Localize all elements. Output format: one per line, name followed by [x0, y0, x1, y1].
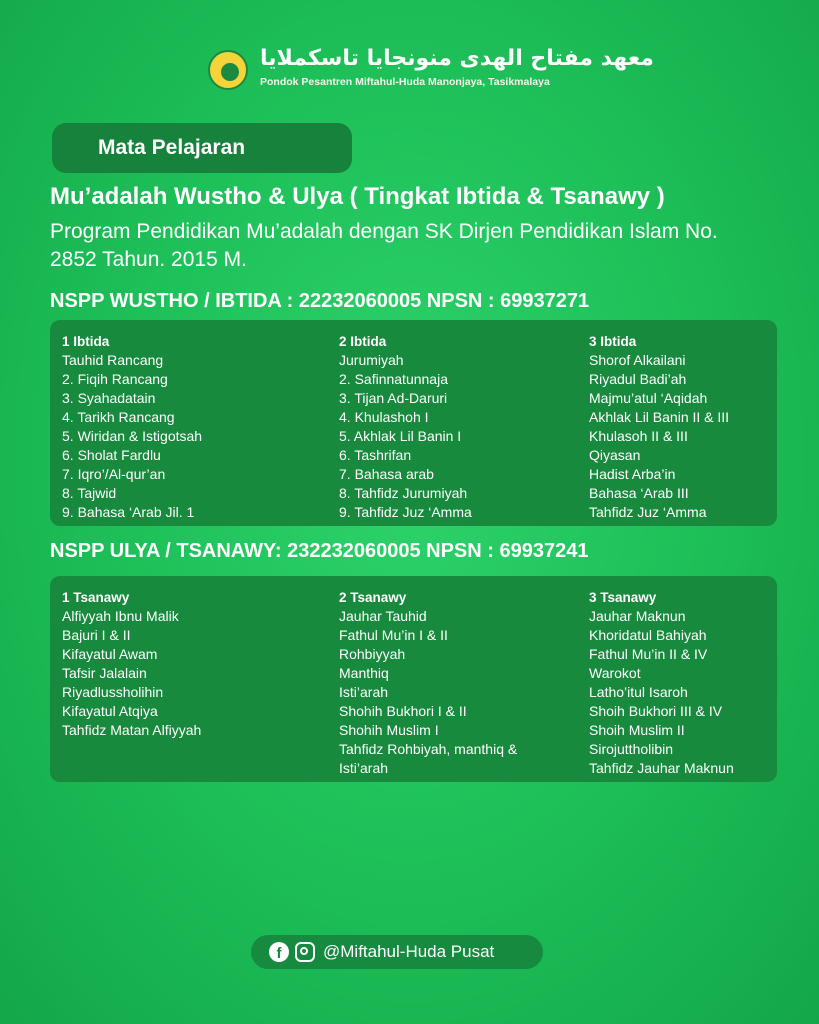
section-label: Mata Pelajaran	[52, 123, 352, 173]
page-title: Mu’adalah Wustho & Ulya ( Tingkat Ibtida & Tsanawy )	[50, 183, 665, 210]
list-item: Tahfidz Juz ‘Amma	[589, 504, 707, 520]
list-item: Bajuri I & II	[62, 627, 131, 643]
social-handle[interactable]: @Miftahul-Huda Pusat	[323, 942, 495, 961]
list-item: Rohbiyyah	[339, 646, 406, 662]
list-item: Latho’itul Isaroh	[589, 684, 688, 700]
list-item: 6. Sholat Fardlu	[62, 447, 161, 463]
list-item: 2. Safinnatunnaja	[339, 371, 448, 387]
list-item: Riyadlussholihin	[62, 684, 164, 700]
wustho-panel	[50, 320, 777, 526]
list-item: Hadist Arba’in	[589, 466, 676, 482]
list-item: Khulasoh II & III	[589, 428, 688, 444]
column-heading: 2 Tsanawy	[339, 590, 407, 605]
social-footer	[251, 935, 543, 969]
institution-subtitle: Pondok Pesantren Miftahul-Huda Manonjaya, Tasikmalaya	[260, 76, 550, 88]
list-item: 7. Iqro’/Al-qur’an	[62, 466, 166, 482]
list-item: Khoridatul Bahiyah	[589, 627, 707, 643]
list-item: Isti’arah	[339, 684, 389, 700]
list-item: 5. Akhlak Lil Banin I	[339, 428, 462, 444]
list-item: Jurumiyah	[339, 352, 404, 368]
list-item: Alfiyyah Ibnu Malik	[62, 608, 179, 624]
list-item: 6. Tashrifan	[339, 447, 412, 463]
list-item: 7. Bahasa arab	[339, 466, 434, 482]
list-item: Tahfidz Jauhar Maknun	[589, 760, 734, 776]
arabic-name: معهد مفتاح الهدى منونجايا تاسكملايا	[260, 46, 654, 71]
list-item: Tahfidz Matan Alfiyyah	[62, 722, 202, 738]
list-item: Sirojuttholibin	[589, 741, 674, 757]
facebook-icon[interactable]: f	[269, 942, 289, 962]
list-item: Majmu’atul ‘Aqidah	[589, 390, 708, 406]
list-item: Jauhar Maknun	[589, 608, 686, 624]
list-item: 8. Tajwid	[62, 485, 117, 501]
list-item: 9. Bahasa ‘Arab Jil. 1	[62, 504, 195, 520]
wustho-heading: NSPP WUSTHO / IBTIDA : 22232060005 NPSN : 69937271	[50, 290, 590, 312]
ulya-heading: NSPP ULYA / TSANAWY: 232232060005 NPSN : 69937241	[50, 540, 589, 562]
list-item: 2. Fiqih Rancang	[62, 371, 168, 387]
list-item: Kifayatul Atqiya	[62, 703, 158, 719]
wustho-column-3	[589, 332, 729, 522]
list-item: Kifayatul Awam	[62, 646, 158, 662]
column-heading: 3 Ibtida	[589, 334, 637, 349]
list-item: Fathul Mu’in I & II	[339, 627, 448, 643]
institution-header	[208, 46, 654, 94]
list-item: Shohih Bukhori I & II	[339, 703, 467, 719]
list-item: Qiyasan	[589, 447, 641, 463]
wustho-column-2	[339, 332, 472, 522]
column-heading: 1 Tsanawy	[62, 590, 130, 605]
ulya-column-2	[339, 588, 519, 778]
list-item: 4. Tarikh Rancang	[62, 409, 175, 425]
instagram-icon[interactable]	[295, 942, 315, 962]
ulya-column-3	[589, 588, 769, 778]
list-item: Tahfidz Rohbiyah, manthiq & Isti’arah	[339, 741, 518, 776]
list-item: 8. Tahfidz Jurumiyah	[339, 485, 468, 501]
list-item: Jauhar Tauhid	[339, 608, 427, 624]
list-item: Bahasa ‘Arab III	[589, 485, 689, 501]
list-item: Warokot	[589, 665, 641, 681]
list-item: 9. Tahfidz Juz ‘Amma	[339, 504, 472, 520]
list-item: Riyadul Badi’ah	[589, 371, 687, 387]
list-item: 3. Tijan Ad-Daruri	[339, 390, 448, 406]
list-item: Akhlak Lil Banin II & III	[589, 409, 730, 425]
list-item: 3. Syahadatain	[62, 390, 156, 406]
list-item: Shoih Bukhori III & IV	[589, 703, 723, 719]
list-item: Shohih Muslim I	[339, 722, 439, 738]
list-item: Fathul Mu’in II & IV	[589, 646, 708, 662]
list-item: Shorof Alkailani	[589, 352, 686, 368]
page-subtitle: Program Pendidikan Mu’adalah dengan SK Dirjen Pendidikan Islam No. 2852 Tahun. 2015 M.	[50, 220, 718, 271]
ulya-panel	[50, 576, 777, 782]
ulya-column-1	[62, 588, 201, 740]
column-heading: 1 Ibtida	[62, 334, 110, 349]
list-item: Manthiq	[339, 665, 389, 681]
list-item: Tafsir Jalalain	[62, 665, 147, 681]
wustho-column-1	[62, 332, 202, 522]
column-heading: 3 Tsanawy	[589, 590, 657, 605]
list-item: Shoih Muslim II	[589, 722, 685, 738]
list-item: 5. Wiridan & Istigotsah	[62, 428, 203, 444]
list-item: Tauhid Rancang	[62, 352, 164, 368]
institution-logo	[208, 50, 248, 90]
list-item: 4. Khulashoh I	[339, 409, 429, 425]
column-heading: 2 Ibtida	[339, 334, 387, 349]
